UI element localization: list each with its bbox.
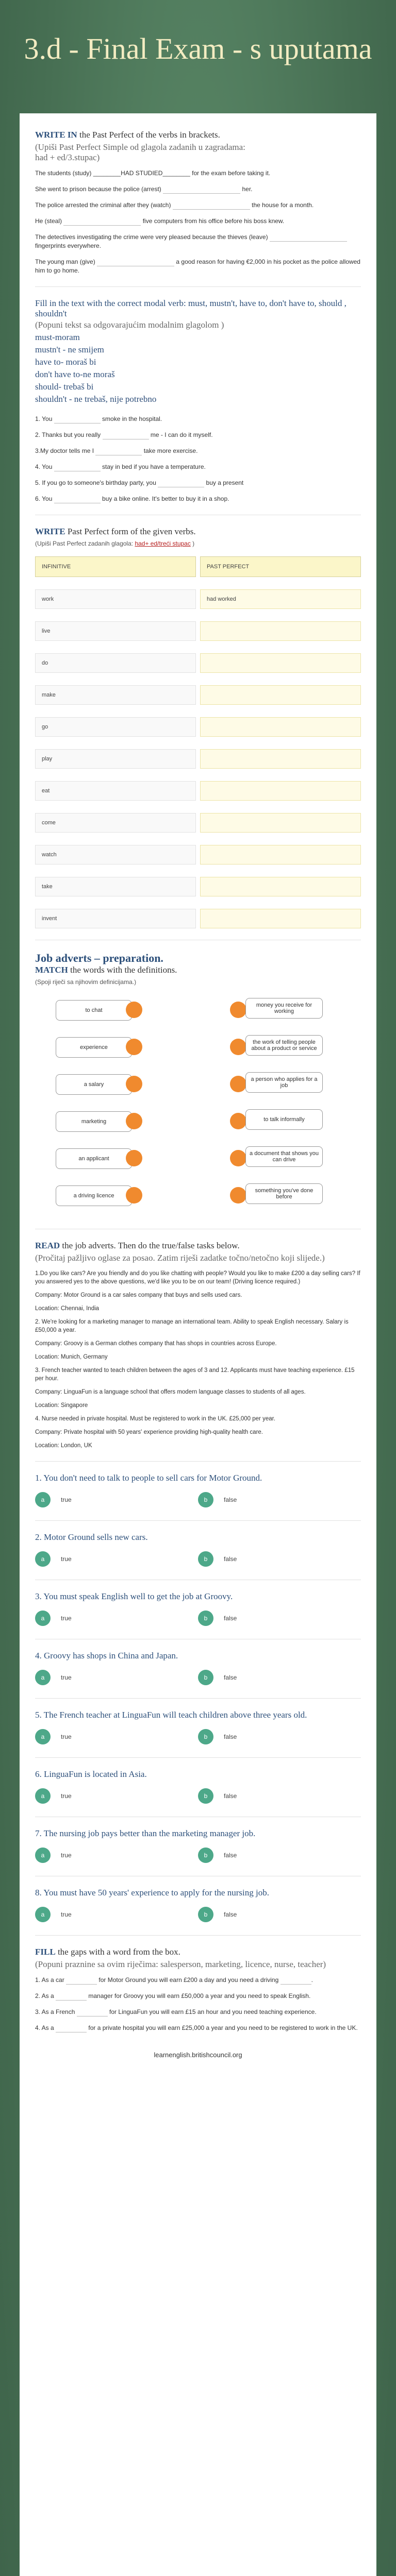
option-label: true xyxy=(61,1674,72,1681)
table-row xyxy=(35,717,361,737)
option-label: true xyxy=(61,1733,72,1740)
tf-question: 8. You must have 50 years' experience to apply for the nursing job. xyxy=(35,1888,269,1897)
match-connector-left[interactable] xyxy=(126,1187,142,1204)
advert-company: Company: Private hospital with 50 years' experience providing high-quality health care. xyxy=(35,1429,263,1435)
past-perfect-input[interactable] xyxy=(200,621,361,641)
tf-options xyxy=(35,1787,361,1805)
advert-company: Company: LinguaFun is a language school that offers modern language classes to students of all ages. xyxy=(35,1389,306,1395)
sentence-text: 6. You xyxy=(35,495,54,502)
sentence-text-mid: manager for Groovy you will earn £50,000 a year and you need to speak English. xyxy=(87,1992,311,1999)
exercise-sentence xyxy=(35,169,361,178)
sentence-text-end: . xyxy=(311,1976,313,1984)
exercise-sentence xyxy=(35,201,361,210)
sentence-text: 3. As a French xyxy=(35,2008,77,2015)
section-4-instruction: the words with the definitions. xyxy=(68,965,177,975)
section-1-header xyxy=(35,130,361,140)
section-6-verb: FILL xyxy=(35,1947,56,1957)
past-perfect-input[interactable] xyxy=(200,813,361,833)
exercise-sentence xyxy=(35,185,361,194)
exercise-sentence xyxy=(35,2008,361,2016)
note-formula: had+ ed/treći stupac xyxy=(135,540,191,547)
note-text: (Upiši Past Perfect zadanih glagola: xyxy=(35,540,135,547)
sentence-text-mid: for LinguaFun you will earn £15 an hour and you need teaching experience. xyxy=(107,2008,317,2015)
tf-question: 5. The French teacher at LinguaFun will teach children above three years old. xyxy=(35,1710,307,1720)
answer-blank[interactable] xyxy=(63,218,141,226)
tf-question: 4. Groovy has shops in China and Japan. xyxy=(35,1651,178,1660)
option-label: true xyxy=(61,1496,72,1503)
option-label: false xyxy=(224,1674,237,1681)
option-true[interactable] xyxy=(35,1550,198,1568)
match-definition[interactable]: money you receive for working xyxy=(245,998,323,1019)
advert-location: Location: London, UK xyxy=(35,1443,92,1449)
option-label: false xyxy=(224,1496,237,1503)
exercise-sentence xyxy=(35,1976,361,1985)
past-perfect-input[interactable] xyxy=(200,717,361,737)
footer-source: learnenglish.britishcouncil.org xyxy=(154,2051,242,2059)
exercise-sentence xyxy=(35,233,361,250)
option-false[interactable] xyxy=(198,1668,361,1687)
tf-question: 7. The nursing job pays better than the marketing manager job. xyxy=(35,1828,256,1838)
section-4-note: (Spoji riječi sa njihovim definicijama.) xyxy=(35,978,137,986)
past-perfect-input[interactable] xyxy=(200,781,361,801)
table-row xyxy=(35,685,361,705)
option-letter[interactable]: a xyxy=(35,1492,51,1507)
sentence-text: The detectives investigating the crime were very pleased because the thieves (leave) xyxy=(35,233,270,241)
advert-location: Location: Munich, Germany xyxy=(35,1354,108,1360)
option-true[interactable] xyxy=(35,1490,198,1509)
option-label: true xyxy=(61,1615,72,1622)
section-6-header xyxy=(35,1947,361,1957)
match-connector-left[interactable] xyxy=(126,1002,142,1018)
table-row xyxy=(35,909,361,928)
sentence-text: 3.My doctor tells me I xyxy=(35,447,96,454)
option-true[interactable] xyxy=(35,1727,198,1746)
tf-question: 6. LinguaFun is located in Asia. xyxy=(35,1769,147,1779)
past-perfect-input[interactable] xyxy=(200,653,361,673)
tf-question: 1. You don't need to talk to people to sell cars for Motor Ground. xyxy=(35,1473,262,1483)
section-4-title: Job adverts – preparation. xyxy=(35,952,163,964)
match-row xyxy=(35,1032,361,1069)
exercise-sentence xyxy=(35,495,361,503)
past-perfect-input[interactable] xyxy=(200,877,361,896)
match-word[interactable]: a salary xyxy=(56,1074,132,1095)
section-1-sentences xyxy=(35,169,361,275)
sentence-text-end: her. xyxy=(240,185,253,193)
answer-blank[interactable] xyxy=(77,2009,108,2016)
infinitive-cell: invent xyxy=(35,909,196,928)
match-definition[interactable]: to talk informally xyxy=(245,1109,323,1130)
section-4-verb: MATCH xyxy=(35,965,68,975)
option-letter[interactable]: a xyxy=(35,1611,51,1626)
option-letter[interactable]: a xyxy=(35,1848,51,1863)
advert-location: Location: Chennai, India xyxy=(35,1306,100,1312)
match-connector-right[interactable] xyxy=(230,1076,246,1092)
sentence-text: 1. As a car xyxy=(35,1976,67,1984)
section-1-instruction: the Past Perfect of the verbs in brackets. xyxy=(77,130,220,140)
match-row xyxy=(35,1180,361,1217)
worksheet xyxy=(20,113,376,2576)
page-title: 3.d - Final Exam - s uputama xyxy=(24,32,372,65)
tf-question: 3. You must speak English well to get the job at Groovy. xyxy=(35,1591,233,1601)
tf-question: 2. Motor Ground sells new cars. xyxy=(35,1532,148,1542)
option-false[interactable] xyxy=(198,1609,361,1628)
option-label: false xyxy=(224,1733,237,1740)
modal-verb-item: shouldn't - ne trebaš, nije potrebno xyxy=(35,394,157,404)
exercise-sentence xyxy=(35,447,361,455)
divider xyxy=(35,1461,361,1462)
table-row xyxy=(35,589,361,609)
divider xyxy=(35,1935,361,1936)
option-letter[interactable]: b xyxy=(198,1670,213,1685)
answer-blank[interactable] xyxy=(103,432,149,439)
divider xyxy=(35,1757,361,1758)
advert-location: Location: Singapore xyxy=(35,1402,88,1409)
sentence-text-mid: for Motor Ground you will earn £200 a day and you need a driving xyxy=(97,1976,280,1984)
match-connector-right[interactable] xyxy=(230,1187,246,1204)
match-connector-left[interactable] xyxy=(126,1113,142,1129)
verb-table xyxy=(35,589,361,928)
sentence-text-mid: for a private hospital you will earn £25,000 a year and you need to be registered to work in the UK. xyxy=(87,2024,358,2031)
section-3-instruction: Past Perfect form of the given verbs. xyxy=(65,527,196,536)
option-label: false xyxy=(224,1852,237,1859)
table-header xyxy=(35,556,361,577)
sentence-text-end: fingerprints everywhere. xyxy=(35,242,102,249)
match-definition[interactable]: the work of telling people about a product or service xyxy=(245,1035,323,1056)
option-label: false xyxy=(224,1555,237,1563)
modal-verb-item: must-moram xyxy=(35,332,80,342)
option-letter[interactable]: b xyxy=(198,1907,213,1922)
advert-company: Company: Motor Ground is a car sales company that buys and sells used cars. xyxy=(35,1292,242,1298)
exercise-sentence xyxy=(35,431,361,439)
sentence-text-end: the house for a month. xyxy=(250,201,314,209)
option-label: false xyxy=(224,1615,237,1622)
section-3-note xyxy=(35,540,361,547)
option-true[interactable] xyxy=(35,1905,198,1924)
table-row xyxy=(35,749,361,769)
option-false[interactable] xyxy=(198,1787,361,1805)
section-1-translation: (Upiši Past Perfect Simple od glagola zadanih u zagradama: xyxy=(35,142,245,152)
past-perfect-input[interactable] xyxy=(200,685,361,705)
true-false-questions xyxy=(35,1473,361,1936)
option-letter[interactable]: b xyxy=(198,1848,213,1863)
advert-body: 3. French teacher wanted to teach children between the ages of 3 and 12. Applicants must have teaching experience. £15 per hour. xyxy=(35,1367,355,1382)
advert-body: 2. We're looking for a marketing manager to manage an international team. Ability to speak English necessary. Salary is £50,000 a year. xyxy=(35,1319,349,1333)
option-label: true xyxy=(61,1792,72,1800)
match-definition[interactable]: a person who applies for a job xyxy=(245,1072,323,1093)
sentence-text: 2. As a xyxy=(35,1992,56,1999)
modal-verb-list xyxy=(35,331,361,405)
col-infinitive: INFINITIVE xyxy=(35,556,196,577)
answer-blank[interactable] xyxy=(56,2025,87,2032)
section-1-verb: WRITE IN xyxy=(35,130,77,140)
tf-options xyxy=(35,1550,361,1568)
sentence-text: He (steal) xyxy=(35,217,64,225)
option-letter[interactable]: b xyxy=(198,1788,213,1804)
answer-blank[interactable] xyxy=(270,234,347,242)
sentence-text: The young man (give) xyxy=(35,258,97,265)
option-label: true xyxy=(61,1555,72,1563)
tf-options xyxy=(35,1905,361,1924)
divider xyxy=(35,286,361,287)
sentence-text-end: stay in bed if you have a temperature. xyxy=(100,463,206,470)
tf-options xyxy=(35,1609,361,1628)
section-5-translation: (Pročitaj pažljivo oglase za posao. Zatim riješi zadatke točno/netočno koji slijede.) xyxy=(35,1253,325,1263)
sentence-text-end: buy a present xyxy=(204,479,244,486)
tf-options xyxy=(35,1668,361,1687)
infinitive-cell: play xyxy=(35,749,196,769)
section-6-instruction: the gaps with a word from the box. xyxy=(55,1947,180,1957)
option-label: true xyxy=(61,1852,72,1859)
answer-blank[interactable] xyxy=(158,480,204,487)
option-true[interactable] xyxy=(35,1668,198,1687)
infinitive-cell: do xyxy=(35,653,196,673)
option-letter[interactable]: a xyxy=(35,1729,51,1744)
match-row xyxy=(35,995,361,1032)
sentence-text-end: buy a bike online. It's better to buy it in a shop. xyxy=(100,495,229,502)
section-3-header xyxy=(35,527,361,537)
sentence-text: The students (study) ________HAD STUDIED________ for the exam before taking it. xyxy=(35,170,271,177)
sentence-text: She went to prison because the police (arrest) xyxy=(35,185,163,193)
option-true[interactable] xyxy=(35,1787,198,1805)
past-perfect-input[interactable] xyxy=(200,749,361,769)
answer-blank[interactable] xyxy=(54,464,101,471)
section-6-translation: (Popuni praznine sa ovim riječima: salesperson, marketing, licence, nurse, teacher) xyxy=(35,1959,326,1969)
match-definition[interactable]: a document that shows you can drive xyxy=(245,1146,323,1167)
section-3-verb: WRITE xyxy=(35,527,65,536)
past-perfect-input[interactable] xyxy=(200,909,361,928)
table-row xyxy=(35,781,361,801)
option-false[interactable] xyxy=(198,1905,361,1924)
divider xyxy=(35,1520,361,1521)
match-connector-left[interactable] xyxy=(126,1039,142,1055)
section-4-header xyxy=(35,965,361,975)
modal-verb-item: have to- moraš bi xyxy=(35,357,96,367)
match-connector-right[interactable] xyxy=(230,1002,246,1018)
answer-blank[interactable] xyxy=(163,186,240,194)
match-connector-right[interactable] xyxy=(230,1039,246,1055)
table-row xyxy=(35,653,361,673)
option-letter[interactable]: b xyxy=(198,1551,213,1567)
table-row xyxy=(35,877,361,896)
sentence-text: 5. If you go to someone's birthday party, you xyxy=(35,479,158,486)
sentence-text: 4. You xyxy=(35,463,54,470)
infinitive-cell: live xyxy=(35,621,196,641)
infinitive-cell: work xyxy=(35,589,196,609)
table-row xyxy=(35,621,361,641)
option-letter[interactable]: a xyxy=(35,1788,51,1804)
sentence-text-end: take more exercise. xyxy=(142,447,198,454)
answer-blank[interactable] xyxy=(54,416,101,423)
tf-options xyxy=(35,1846,361,1865)
option-letter[interactable]: a xyxy=(35,1907,51,1922)
match-connector-right[interactable] xyxy=(230,1113,246,1129)
match-connector-left[interactable] xyxy=(126,1076,142,1092)
infinitive-cell: watch xyxy=(35,845,196,865)
sentence-text-end: smoke in the hospital. xyxy=(100,415,162,422)
infinitive-cell: take xyxy=(35,877,196,896)
section-2-translation: (Popuni tekst sa odgovarajućim modalnim glagolom ) xyxy=(35,320,224,330)
answer-blank[interactable] xyxy=(280,1977,311,1985)
table-row xyxy=(35,845,361,865)
sentence-text: The police arrested the criminal after they (watch) xyxy=(35,201,173,209)
exercise-sentence xyxy=(35,479,361,487)
advert-body: 1.Do you like cars? Are you friendly and do you like chatting with people? Would you like to make £200 a day selling cars? If you answered yes to the above questions, we'd like you to be on our team! (Driving licence required.) xyxy=(35,1270,360,1285)
infinitive-cell: go xyxy=(35,717,196,737)
exercise-sentence xyxy=(35,463,361,471)
option-false[interactable] xyxy=(198,1550,361,1568)
match-row xyxy=(35,1143,361,1180)
option-letter[interactable]: a xyxy=(35,1670,51,1685)
tf-options xyxy=(35,1727,361,1746)
option-label: false xyxy=(224,1792,237,1800)
sentence-text-end: a good reason for having €2,000 in his pocket as the police allowed him to go home. xyxy=(35,258,360,274)
exercise-sentence xyxy=(35,217,361,226)
answer-blank[interactable] xyxy=(56,1993,87,2001)
match-row xyxy=(35,1069,361,1106)
exercise-sentence xyxy=(35,2024,361,2032)
match-row xyxy=(35,1106,361,1143)
modal-verb-item: don't have to-ne moraš xyxy=(35,369,115,379)
match-word[interactable]: experience xyxy=(56,1037,132,1058)
answer-blank[interactable] xyxy=(97,259,174,266)
advert-company: Company: Groovy is a German clothes company that has shops in countries across Europe. xyxy=(35,1341,277,1347)
match-word[interactable]: marketing xyxy=(56,1111,132,1132)
option-false[interactable] xyxy=(198,1846,361,1865)
section-2-header: Fill in the text with the correct modal verb: must, mustn't, have to, don't have to, should , shouldn't xyxy=(35,298,346,318)
exercise-sentence xyxy=(35,1992,361,2001)
modal-verb-item: should- trebaš bi xyxy=(35,382,94,392)
past-perfect-input[interactable]: had worked xyxy=(200,589,361,609)
section-6-sentences xyxy=(35,1976,361,2032)
answer-blank[interactable] xyxy=(66,1977,97,1985)
infinitive-cell: come xyxy=(35,813,196,833)
match-word[interactable]: to chat xyxy=(56,1000,132,1021)
match-connector-right[interactable] xyxy=(230,1150,246,1166)
answer-blank[interactable] xyxy=(173,202,250,210)
job-adverts xyxy=(35,1269,361,1450)
advert-body: 4. Nurse needed in private hospital. Must be registered to work in the UK. £25,000 per year. xyxy=(35,1416,276,1422)
infinitive-cell: eat xyxy=(35,781,196,801)
sentence-text: 4. As a xyxy=(35,2024,56,2031)
match-word[interactable]: a driving licence xyxy=(56,1185,132,1206)
section-1-formula: had + ed/3.stupac) xyxy=(35,152,100,162)
section-5-header xyxy=(35,1241,361,1251)
col-past-perfect: PAST PERFECT xyxy=(200,556,361,577)
sentence-text: 2. Thanks but you really xyxy=(35,431,103,438)
match-definition[interactable]: something you've done before xyxy=(245,1183,323,1204)
answer-blank[interactable] xyxy=(95,448,142,455)
section-5-instruction: the job adverts. Then do the true/false tasks below. xyxy=(60,1241,240,1250)
modal-verb-item: mustn't - ne smijem xyxy=(35,345,104,354)
sentence-text-end: five computers from his office before his boss knew. xyxy=(141,217,285,225)
past-perfect-input[interactable] xyxy=(200,845,361,865)
tf-options xyxy=(35,1490,361,1509)
exercise-sentence xyxy=(35,258,361,275)
infinitive-cell: make xyxy=(35,685,196,705)
exercise-sentence xyxy=(35,415,361,423)
option-letter[interactable]: a xyxy=(35,1551,51,1567)
divider xyxy=(35,1698,361,1699)
option-true[interactable] xyxy=(35,1609,198,1628)
matching-exercise xyxy=(35,995,361,1217)
section-5-verb: READ xyxy=(35,1241,60,1250)
table-row xyxy=(35,813,361,833)
option-letter[interactable]: b xyxy=(198,1492,213,1507)
sentence-text-end: me - I can do it myself. xyxy=(148,431,213,438)
option-label: false xyxy=(224,1911,237,1918)
option-letter[interactable]: b xyxy=(198,1611,213,1626)
option-true[interactable] xyxy=(35,1846,198,1865)
option-label: true xyxy=(61,1911,72,1918)
note-text-end: ) xyxy=(190,540,195,547)
section-2-sentences xyxy=(35,415,361,503)
match-connector-left[interactable] xyxy=(126,1150,142,1166)
option-letter[interactable]: b xyxy=(198,1729,213,1744)
answer-blank[interactable] xyxy=(54,496,101,503)
option-false[interactable] xyxy=(198,1727,361,1746)
option-false[interactable] xyxy=(198,1490,361,1509)
sentence-text: 1. You xyxy=(35,415,54,422)
match-word[interactable]: an applicant xyxy=(56,1148,132,1169)
